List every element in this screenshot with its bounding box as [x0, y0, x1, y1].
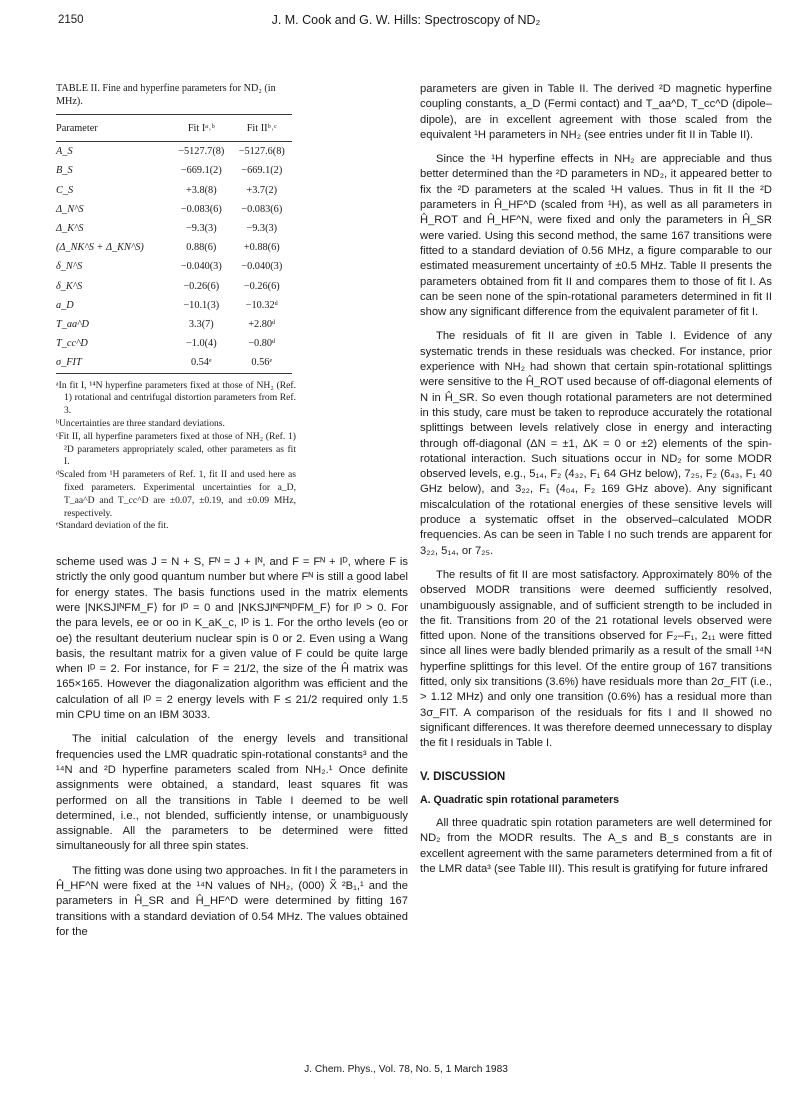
fit1-cell: −10.1(3) — [183, 299, 220, 311]
fit2-cell: −669.1(2) — [241, 165, 283, 177]
fit2-cell: +2.80ᵈ — [248, 318, 276, 330]
fit2-cell: −0.040(3) — [241, 261, 283, 273]
table-row — [56, 257, 292, 276]
page-number: 2150 — [58, 14, 84, 26]
left-column — [56, 82, 408, 949]
table-row — [56, 296, 292, 315]
fit2-cell: +3.7(2) — [246, 184, 278, 196]
table-row — [56, 200, 292, 219]
param-cell: A_S — [56, 146, 73, 158]
fit1-cell: −9.3(3) — [185, 222, 217, 234]
param-cell: T_cc^D — [56, 338, 88, 350]
fit1-cell: 0.54ᵉ — [171, 353, 231, 373]
body-paragraph: The fitting was done using two approaches. In fit I the parameters in Ĥ_HF^N were fixed at the ¹⁴N values of NH₂, (000) X̃ ²B₁,¹ and the parameters in Ĥ_SR and Ĥ_HF^D were determined by fitting 167 transitions with a standard deviation of 0.54 MHz. The values obtained for the — [56, 864, 408, 938]
column-header: Fit Iᵃ˒ᵇ — [171, 115, 231, 142]
fit1-cell: −0.083(6) — [180, 203, 222, 215]
fit2-cell: −0.083(6) — [241, 203, 283, 215]
fit1-cell: −0.26(6) — [183, 280, 220, 292]
footnote: ᶜFit II, all hyperfine parameters fixed at those of NH₂ (Ref. 1) ²D parameters appropriately scaled, other parameters as fit I. — [56, 430, 296, 468]
footnote: ᵃIn fit I, ¹⁴N hyperfine parameters fixed at those of NH₂ (Ref. 1) rotational and centrifugal distortion parameters from Ref. 3. — [56, 379, 296, 417]
param-cell: δ_N^S — [56, 261, 83, 273]
running-title: J. M. Cook and G. W. Hills: Spectroscopy of ND₂ — [271, 13, 541, 27]
param-cell: B_S — [56, 165, 73, 177]
fit1-cell: 3.3(7) — [188, 318, 214, 330]
column-header: Fit IIᵇ˒ᶜ — [232, 115, 292, 142]
body-paragraph: All three quadratic spin rotation parameters are well determined for ND₂ from the MODR results. The A_s and B_s constants are in excellent agreement with the same parameters determined from a fit of the LMR data³ (see Table III). This result is gratifying for future infrared — [420, 817, 772, 875]
parameters-table — [56, 114, 292, 374]
body-paragraph: The initial calculation of the energy levels and transitional frequencies used the LMR quadratic spin-rotational constants³ and the ¹⁴N and ²D hyperfine parameters scaled from NH₂.¹ Once definite assignments were obtained, a standard, least squares fit was performed on all the transitions in Table I deemed to be well determined, i.e., not blended, sufficiently intense, or unambiguously assignable. All the parameters to be determined were fitted simultaneously for all three spin states. — [56, 733, 408, 853]
table-row — [56, 315, 292, 334]
table-row — [56, 142, 292, 162]
fit1-cell: 0.88(6) — [186, 242, 217, 254]
table-header-row — [56, 115, 292, 142]
table-row — [56, 277, 292, 296]
fit2-cell: +0.88(6) — [243, 242, 280, 254]
param-cell: δ_K^S — [56, 280, 83, 292]
param-cell: a_D — [56, 299, 74, 311]
body-paragraph: The residuals of fit II are given in Table I. Evidence of any systematic trends in these residuals was checked. For instance, prior experience with NH₂ had shown that certain spin-rotational splittings were sensitive to the Ĥ_ROT used because of off-diagonal elements of N in Ĥ_SR. So even though rotational parameters are not determined in this study, care must be taken to reproduce accurately the rotational splittings between levels relatively close in energy and interacting through off-diagonal (ΔN = ±1, ΔK = 0 or ±2) elements of the spin-rotational interaction. Such situations occur in ND₂ for some MODR observed levels, e.g., 5₁₄, F₂ (4₃₂, F₁ 64 GHz below), 7₂₅, F₂ (6₄₃, F₁ 40 GHz below), and 3₂₂, F₁ (4₀₄, F₂ 169 GHz above). Any significant miscalculation of the rotational energies of these sensitive levels will produce a systematic offset in the observed–calculated MODR frequencies. As can be seen in Table I no such trends are apparent for 3₂₂, 5₁₄, or 7₂₅. — [420, 330, 772, 557]
param-cell: (Δ_NK^S + Δ_KN^S) — [56, 242, 144, 254]
table-row — [56, 181, 292, 200]
fit1-cell: −669.1(2) — [180, 165, 222, 177]
fit1-cell: −1.0(4) — [185, 338, 217, 350]
fit2-cell: −9.3(3) — [246, 222, 278, 234]
body-paragraph: Since the ¹H hyperfine effects in NH₂ are appreciable and thus better determined than the ²D parameters in ND₂, it appeared better to fix the ²D parameters at the scaled ¹H values. Thus in fit II the ²D parameters in Ĥ_HF^D (scaled from ¹H), as well as all parameters in Ĥ_ROT and Ĥ_HF^N, were fixed and only the parameters in Ĥ_SR were varied. Using this second method, the same 167 transitions were fitted to a standard deviation of 0.56 MHz, a figure comparable to our estimated measurement uncertainty of ±0.5 MHz. Table II presents the parameters obtained from fit II and compares them to those of fit I. As can be seen none of the spin-rotational parameters determined in fit II show any significant difference from the equivalent parameter of fit I. — [420, 153, 772, 319]
table-row — [56, 334, 292, 353]
column-header: Parameter — [56, 115, 171, 142]
fit2-cell: 0.56ᵉ — [232, 353, 292, 373]
table-caption: TABLE II. Fine and hyperfine parameters for ND₂ (in MHz). — [56, 83, 276, 107]
fit1-cell: +3.8(8) — [185, 184, 217, 196]
body-paragraph: scheme used was J = N + S, Fᴺ = J + Iᴺ, and F = Fᴺ + Iᴰ, where F is strictly the only good quantum number but where Fᴺ is still a good label for energy states. The basis functions used in the matrix elements were |NKSJIᴺFM_F⟩ for Iᴰ = 0 and |NKSJIᴺFᴺIᴰFM_F⟩ for Iᴰ > 0. For the para levels, ee or oo in K_aK_c, Iᴰ is 1. For the ortho levels (eo or oe) the resultant deuterium nuclear spin is 0 or 2. Even using a Wang basis, the resultant matrix for a given value of F could be quite large when Iᴰ = 2. For instance, for F = 21/2, the size of the Ĥ matrix was 165×165. However the diagonalization algorithm was efficient and the calculation of all Iᴰ = 2 energy levels with F ≤ 21/2 required only 1.5 min CPU time on an IBM 3033. — [56, 556, 408, 722]
fit1-cell: −0.040(3) — [180, 261, 222, 273]
body-paragraph: parameters are given in Table II. The derived ²D magnetic hyperfine coupling constants, a_D (Fermi contact) and T_aa^D, T_cc^D (dipole–dipole), are in excellent agreement with those scaled from the equivalent ¹H parameters in NH₂ (see entries under fit II in Table II). — [420, 83, 772, 141]
param-cell: T_aa^D — [56, 318, 89, 330]
fit2-cell: −5127.6(8) — [238, 146, 285, 158]
body-paragraph: The results of fit II are most satisfactory. Approximately 80% of the observed MODR transitions were deemed sufficiently resolved, unambiguously assignable, and of sufficient strength to be included in the fit. Transitions from 20 of the 21 rotational levels observed were fitted upon. None of the transitions observed for F₂–F₁, 2₁₁ were fitted since all lines were badly blended primarily as a result of the small ¹⁴N hyperfine splittings for this level. Of the entire group of 167 transitions fitted, only six transitions (3.6%) have residuals more than 2σ_FIT (i.e., > 1.12 MHz) and only one transition (0.6%) has a residual more than 3σ_FIT. A comparison of the residuals for fits I and II showed no significant differences. It was therefore deemed unnecessary to display the fit I residuals in Table I. — [420, 568, 772, 750]
table-row — [56, 238, 292, 257]
footnote: ᵉStandard deviation of the fit. — [56, 520, 169, 532]
table-row — [56, 161, 292, 180]
section-heading: V. DISCUSSION — [420, 770, 506, 784]
table-row — [56, 219, 292, 238]
right-column — [420, 82, 772, 886]
footnote: ᵇUncertainties are three standard deviations. — [56, 417, 225, 429]
fit2-cell: −0.26(6) — [243, 280, 280, 292]
subsection-heading: A. Quadratic spin rotational parameters — [420, 793, 619, 806]
table-row — [56, 353, 292, 373]
fit2-cell: −10.32ᵈ — [245, 299, 278, 311]
param-cell: σ_FIT — [56, 353, 171, 373]
param-cell: C_S — [56, 184, 74, 196]
journal-footer: J. Chem. Phys., Vol. 78, No. 5, 1 March 1983 — [304, 1064, 508, 1075]
table-footnotes — [56, 380, 296, 534]
param-cell: Δ_N^S — [56, 203, 84, 215]
param-cell: Δ_K^S — [56, 222, 84, 234]
fit1-cell: −5127.7(8) — [178, 146, 225, 158]
fit2-cell: −0.80ᵈ — [248, 338, 276, 350]
footnote: ᵈScaled from ¹H parameters of Ref. 1, fit II and used here as fixed parameters. Experimental uncertainties for a_D, T_aa^D and T_cc^D are ±0.07, ±0.19, and ±0.09 MHz, respectively. — [56, 469, 296, 519]
